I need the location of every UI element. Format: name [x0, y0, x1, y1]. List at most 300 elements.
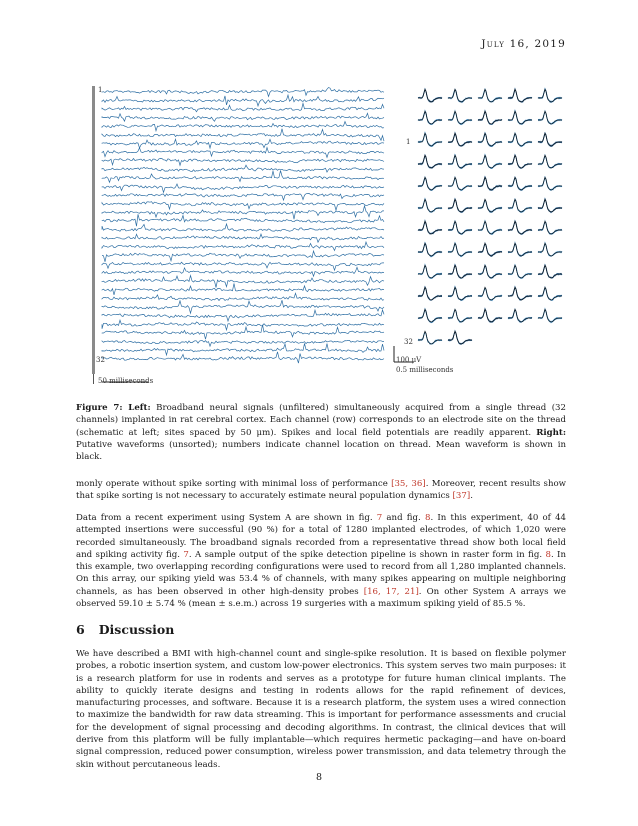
waveform-trace [448, 90, 472, 102]
waveform-trace [478, 90, 502, 102]
caption-right-text: Putative waveforms (unsorted); numbers indicate channel location on thread. Mean waveform is shown in black. [76, 439, 566, 463]
waveform-trace [418, 199, 442, 213]
waveform-trace [418, 178, 442, 190]
right-time-scale-label: 0.5 milliseconds [396, 366, 454, 374]
waveform-trace [508, 177, 532, 190]
mean-waveform [418, 331, 442, 344]
figure-caption [76, 402, 566, 463]
waveform-trace [418, 266, 442, 279]
waveform-trace [508, 111, 532, 124]
waveform-trace [418, 178, 442, 191]
waveform-trace [448, 199, 472, 213]
figure-7 [88, 80, 568, 396]
waveform-trace [478, 89, 502, 102]
waveform-trace [508, 134, 532, 146]
mean-waveform [538, 243, 562, 256]
waveform-trace [538, 112, 562, 124]
waveform-trace [418, 243, 442, 256]
broadband-trace [102, 262, 384, 270]
waveform-trace [538, 111, 562, 124]
broadband-trace [102, 234, 384, 242]
waveform-trace [418, 133, 442, 146]
waveform-trace [478, 265, 502, 279]
waveform-trace [418, 90, 442, 102]
mean-waveform [508, 265, 532, 278]
waveform-trace [448, 112, 472, 124]
broadband-trace [102, 88, 384, 97]
waveform-trace [538, 244, 562, 257]
waveform-trace [508, 89, 532, 102]
figure-link[interactable]: 8 [545, 549, 551, 560]
waveform-channel-label-top: 1 [406, 138, 411, 146]
broadband-trace [102, 129, 384, 141]
text-run: and fig. [382, 513, 425, 523]
mean-waveform [418, 265, 442, 278]
waveform-trace [538, 155, 562, 168]
mean-waveform [508, 243, 532, 256]
broadband-trace [102, 320, 384, 330]
broadband-trace [102, 184, 384, 192]
waveform-trace [448, 134, 472, 146]
mean-waveform [478, 155, 502, 168]
broadband-trace [102, 340, 384, 346]
waveform-trace [418, 200, 442, 212]
mean-waveform [418, 133, 442, 146]
broadband-trace [102, 171, 384, 183]
waveform-trace [538, 133, 562, 145]
waveform-trace [448, 332, 472, 344]
waveform-trace [418, 111, 442, 124]
waveform-trace [448, 288, 472, 301]
waveform-trace [418, 332, 442, 344]
waveform-trace [508, 155, 532, 168]
waveform-trace [478, 265, 502, 278]
mean-waveform [508, 177, 532, 190]
mean-waveform [538, 309, 562, 322]
broadband-trace [102, 148, 384, 158]
mean-waveform [538, 265, 562, 278]
waveform-trace [448, 288, 472, 300]
waveform-trace [418, 266, 442, 279]
section-heading-discussion [76, 622, 174, 637]
waveform-trace [508, 133, 532, 146]
waveform-trace [478, 112, 502, 124]
waveform-trace [418, 178, 442, 190]
section-title: Discussion [98, 622, 175, 637]
waveform-trace [418, 133, 442, 147]
waveform-trace [448, 265, 472, 279]
waveform-trace [538, 243, 562, 256]
waveform-trace [478, 309, 502, 322]
waveform-trace [538, 265, 562, 278]
waveform-trace [418, 287, 442, 300]
mean-waveform [508, 133, 532, 146]
waveform-trace [538, 112, 562, 125]
waveform-trace [448, 244, 472, 257]
broadband-trace [102, 251, 384, 262]
broadband-trace [102, 139, 384, 148]
waveform-trace [478, 111, 502, 125]
waveform-trace [538, 222, 562, 234]
mean-waveform [418, 155, 442, 168]
waveform-trace [538, 243, 562, 256]
waveform-trace [478, 90, 502, 102]
waveform-trace [508, 133, 532, 146]
waveform-trace [508, 288, 532, 300]
waveform-trace [448, 199, 472, 212]
figure-link[interactable]: 8 [424, 513, 431, 523]
thread-schematic [92, 86, 95, 374]
waveform-trace [538, 90, 562, 102]
waveform-trace [418, 332, 442, 344]
waveform-trace [448, 134, 472, 146]
waveform-trace [538, 89, 562, 102]
waveform-trace [448, 310, 472, 323]
waveform-trace [508, 310, 532, 323]
mean-waveform [418, 199, 442, 212]
waveform-trace [478, 112, 502, 125]
waveform-trace [478, 288, 502, 301]
waveform-trace [448, 155, 472, 169]
waveform-trace [508, 200, 532, 213]
waveform-trace [508, 221, 532, 235]
waveform-trace [448, 112, 472, 125]
waveform-trace [418, 221, 442, 234]
waveform-trace [478, 288, 502, 301]
channel-label-top: 1 [98, 86, 103, 94]
waveform-trace [478, 222, 502, 234]
waveform-trace [448, 243, 472, 256]
waveform-trace [448, 199, 472, 212]
mean-waveform [448, 133, 472, 146]
waveform-trace [478, 177, 502, 190]
waveform-trace [508, 244, 532, 257]
waveform-trace [508, 111, 532, 124]
waveform-trace [538, 309, 562, 322]
mean-waveform [418, 221, 442, 234]
waveform-trace [508, 221, 532, 233]
broadband-trace [102, 103, 384, 111]
caption-label: Figure 7: Left: [76, 403, 151, 413]
paragraph-experiment-results [76, 512, 566, 610]
waveform-trace [448, 310, 472, 322]
broadband-trace [102, 165, 384, 172]
broadband-trace [102, 122, 384, 131]
waveform-trace [508, 244, 532, 256]
waveform-trace [538, 111, 562, 124]
figure-link[interactable]: 7 [183, 549, 189, 560]
waveform-trace [448, 155, 472, 168]
waveform-trace [448, 287, 472, 301]
mean-waveform [538, 89, 562, 102]
paragraph-discussion: We have described a BMI with high-channel count and single-spike resolution. It is based on flexible polymer probes, a robotic insertion system, and custom low-power electronics. This system serves two main purposes: it is a research platform for use in rodents and serves as a prototype for future human clinical implants. The ability to quickly iterate designs and testing in rodents allows for the rapid refinement of devices, manufacturing processes, and software. Because it is a research platform, the system uses a wired connection to maximize the bandwidth for raw data streaming. This is important for performance assessments and crucial for the development of signal processing and decoding algorithms. In contrast, the clinical devices that will derive from this platform will be fully implantable—which requires hermetic packaging—and have on-board signal compression, reduced power consumption, wireless power transmission, and data telemetry through the skin without percutaneous leads. [76, 649, 566, 770]
waveform-trace [508, 199, 532, 212]
waveform-trace [448, 287, 472, 300]
waveform-trace [538, 155, 562, 168]
waveform-trace [478, 111, 502, 125]
mean-waveform [478, 221, 502, 234]
waveform-trace [418, 111, 442, 125]
mean-waveform [448, 243, 472, 256]
waveform-trace [478, 244, 502, 256]
mean-waveform [508, 89, 532, 102]
waveform-trace [538, 89, 562, 103]
paragraph-spike-sorting [76, 478, 566, 503]
waveform-trace [508, 90, 532, 103]
mean-waveform [538, 133, 562, 146]
waveform-trace [448, 222, 472, 234]
mean-waveform [418, 89, 442, 102]
waveform-trace [508, 243, 532, 256]
page-number: 8 [315, 772, 323, 783]
mean-waveform [538, 155, 562, 168]
mean-waveform [538, 287, 562, 300]
text-run: monly operate without spike sorting with minimal loss of performance [76, 479, 392, 489]
mean-waveform [448, 111, 472, 124]
waveform-trace [448, 221, 472, 234]
caption-right-label: Right: [536, 427, 566, 438]
waveform-trace [418, 222, 442, 234]
waveform-trace [508, 155, 532, 168]
waveform-trace [508, 266, 532, 278]
waveform-trace [448, 332, 472, 345]
waveform-trace [538, 90, 562, 102]
waveform-trace [478, 155, 502, 168]
citation-link[interactable]: [16, 17, 21] [363, 586, 419, 597]
broadband-trace [102, 325, 384, 340]
waveform-trace [538, 288, 562, 301]
text-run: . Moreover, recent results show that spike sorting is not necessary to accurately estimate neural population dynamics [76, 479, 567, 502]
waveform-trace [418, 265, 442, 279]
waveform-trace [538, 265, 562, 278]
broadband-trace [102, 300, 384, 313]
waveform-trace [448, 265, 472, 278]
waveform-trace [538, 133, 562, 146]
waveform-trace [418, 309, 442, 323]
mean-waveform [538, 199, 562, 212]
waveform-trace [508, 89, 532, 102]
waveform-trace [508, 177, 532, 190]
mean-waveform [418, 309, 442, 322]
waveform-trace [508, 111, 532, 124]
channel-label-bottom: 32 [96, 356, 105, 364]
waveform-trace [538, 221, 562, 235]
waveform-trace [418, 222, 442, 234]
waveform-trace [508, 287, 532, 300]
waveform-trace [448, 331, 472, 344]
waveform-trace [508, 178, 532, 190]
waveform-trace [448, 90, 472, 102]
waveform-trace [538, 310, 562, 323]
mean-waveform [478, 111, 502, 124]
waveform-trace [538, 156, 562, 168]
waveform-trace [448, 178, 472, 191]
waveform-trace [538, 199, 562, 212]
waveform-trace [478, 89, 502, 101]
mean-waveform [478, 89, 502, 102]
waveform-trace [418, 155, 442, 168]
running-header-date: July 16, 2019 [481, 38, 566, 50]
waveform-trace [418, 155, 442, 168]
mean-waveform [448, 265, 472, 278]
text-run: . In this example, two overlapping recording configurations were used to record from all 1,280 implanted channels. On this array, our spiking yield was 53.4 % of channels, with many spikes appearing on multiple neighboring channels, as has been observed in other high-density probes [76, 549, 566, 597]
waveform-trace [478, 310, 502, 323]
mean-waveform [478, 243, 502, 256]
mean-waveform [418, 287, 442, 300]
mean-waveform [448, 177, 472, 190]
text-run: . [470, 491, 473, 502]
waveform-trace [418, 221, 442, 234]
waveform-trace [418, 89, 442, 102]
mean-waveform [538, 221, 562, 234]
waveform-trace [448, 178, 472, 190]
waveform-trace [448, 178, 472, 190]
section-number: 6 [76, 622, 85, 637]
mean-waveform [448, 287, 472, 300]
waveform-trace [418, 200, 442, 212]
waveform-trace [448, 90, 472, 102]
waveform-trace [478, 133, 502, 146]
waveform-trace [418, 243, 442, 257]
waveform-trace [538, 155, 562, 167]
waveform-trace [538, 287, 562, 300]
waveform-trace [508, 155, 532, 169]
waveform-trace [418, 287, 442, 300]
waveform-trace [478, 155, 502, 168]
waveform-trace [418, 90, 442, 102]
waveform-trace [538, 199, 562, 213]
waveform-trace [418, 199, 442, 212]
broadband-trace [102, 310, 384, 321]
waveform-trace [508, 266, 532, 279]
waveform-trace [538, 199, 562, 213]
mean-waveform [448, 221, 472, 234]
mean-waveform [508, 221, 532, 234]
waveform-trace [478, 288, 502, 300]
waveform-trace [538, 310, 562, 322]
mean-waveform [508, 287, 532, 300]
waveform-trace [478, 200, 502, 213]
waveform-trace [508, 156, 532, 168]
mean-waveform [508, 111, 532, 124]
mean-waveform [508, 199, 532, 212]
left-time-scale-label: 50 milliseconds [98, 377, 154, 385]
waveform-trace [418, 177, 442, 190]
citation-link[interactable]: [35, 36] [391, 479, 426, 489]
text-run: . In this experiment, 40 of 44 attempted insertions were successful (90 %) for a total of 1280 implanted electrodes, of which 1,020 were recorded simultaneously. The broadband signals recorded from a representative thread show both local field and spiking activity fig. [76, 513, 566, 560]
waveform-trace [448, 309, 472, 322]
waveform-trace [508, 265, 532, 279]
waveform-trace [418, 112, 442, 125]
mean-waveform [508, 155, 532, 168]
mean-waveform [418, 111, 442, 124]
waveform-trace [418, 112, 442, 124]
waveform-trace [538, 287, 562, 300]
waveform-trace [418, 266, 442, 278]
waveform-trace [448, 155, 472, 169]
mean-waveform [478, 133, 502, 146]
waveform-trace [538, 222, 562, 234]
waveform-trace [538, 200, 562, 212]
waveform-trace [448, 133, 472, 146]
citation-link[interactable]: [37] [452, 491, 471, 502]
waveform-trace [538, 178, 562, 190]
mean-waveform [478, 177, 502, 190]
caption-text: Broadband neural signals (unfiltered) simultaneously acquired from a single thread (32 channels) implanted in rat cerebral cortex. Each channel (row) corresponds to an electrode site on the thread (schematic at left; sites spaced by 50 μm). Spikes and local field potentials are readily apparent. [76, 403, 566, 438]
waveform-trace [448, 155, 472, 168]
mean-waveform [448, 309, 472, 322]
broadband-trace [102, 202, 384, 211]
broadband-trace [102, 242, 384, 251]
waveform-trace [538, 265, 562, 278]
mean-waveform [448, 155, 472, 168]
waveform-trace [478, 221, 502, 235]
waveform-trace [478, 265, 502, 278]
waveform-trace [478, 200, 502, 212]
mean-waveform [478, 309, 502, 322]
waveform-trace [478, 244, 502, 256]
waveform-trace [538, 177, 562, 190]
waveform-trace [508, 287, 532, 301]
mean-waveform [418, 177, 442, 190]
waveform-trace [478, 288, 502, 300]
broadband-trace [102, 344, 384, 356]
waveform-trace [508, 112, 532, 125]
broadband-trace [102, 95, 384, 106]
waveform-trace [478, 221, 502, 235]
waveform-trace [448, 177, 472, 190]
waveform-trace [538, 177, 562, 189]
waveform-trace [448, 111, 472, 125]
waveform-trace [508, 200, 532, 212]
waveform-trace [418, 155, 442, 167]
waveform-trace [448, 133, 472, 146]
waveform-trace [478, 133, 502, 147]
mean-waveform [478, 265, 502, 278]
waveform-trace [418, 332, 442, 344]
broadband-trace [102, 193, 384, 200]
mean-waveform [448, 89, 472, 102]
broadband-trace [102, 276, 384, 288]
broadband-trace [102, 159, 384, 166]
waveform-trace [418, 244, 442, 257]
waveform-trace [508, 221, 532, 234]
waveform-trace [418, 89, 442, 102]
figure-link[interactable]: 7 [376, 513, 383, 523]
waveform-trace [508, 287, 532, 300]
waveform-channel-label-bottom: 32 [404, 338, 413, 346]
waveform-trace [508, 199, 532, 212]
waveform-trace [418, 287, 442, 300]
waveform-trace [418, 310, 442, 323]
waveform-trace [448, 331, 472, 344]
waveform-trace [418, 287, 442, 300]
waveform-trace [478, 200, 502, 212]
waveform-trace [448, 199, 472, 212]
waveform-trace [508, 265, 532, 279]
waveform-trace [478, 243, 502, 256]
mean-waveform [538, 177, 562, 190]
mean-waveform [478, 199, 502, 212]
waveform-trace [448, 112, 472, 124]
waveform-trace [478, 155, 502, 169]
broadband-trace [102, 267, 384, 276]
waveform-trace [478, 221, 502, 233]
figure-7-graphic [88, 80, 568, 396]
waveform-trace [478, 156, 502, 169]
mean-waveform [448, 199, 472, 212]
waveform-trace [418, 332, 442, 344]
